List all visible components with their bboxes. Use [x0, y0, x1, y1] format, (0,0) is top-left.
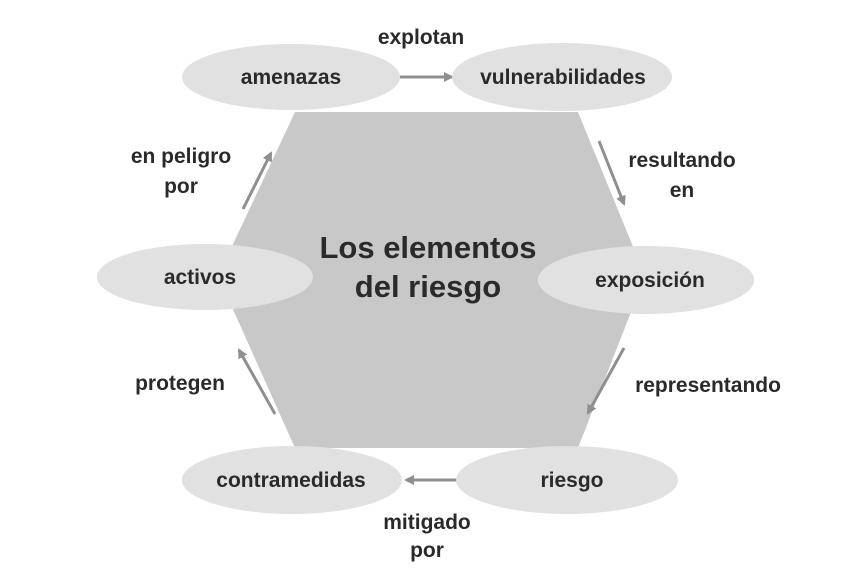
relation-mitigado-por: por — [410, 539, 444, 562]
node-contramedidas — [182, 446, 402, 514]
relation-en-peligro-por: por — [164, 175, 198, 198]
relation-en-peligro: en peligro — [130, 145, 232, 168]
diagram-title-line-1: Los elementos — [319, 230, 537, 265]
relation-representando: representando — [635, 374, 781, 397]
node-amenazas-label: amenazas — [240, 66, 342, 89]
node-activos-label: activos — [163, 266, 237, 289]
node-riesgo — [456, 446, 678, 514]
relation-explotan: explotan — [377, 26, 465, 49]
relation-protegen: protegen — [135, 372, 225, 395]
relation-mitigado: mitigado — [383, 511, 471, 534]
relation-resultando: resultando — [628, 149, 736, 172]
node-amenazas — [182, 44, 400, 110]
node-exposicion-label: exposición — [595, 269, 705, 292]
diagram-title-line-2: del riesgo — [354, 269, 502, 304]
relation-resultando-en: en — [669, 179, 695, 202]
node-contramedidas-label: contramedidas — [216, 469, 366, 492]
node-activos — [97, 244, 313, 310]
node-exposicion — [538, 246, 754, 314]
node-vulnerabilidades-label: vulnerabilidades — [480, 66, 646, 89]
node-vulnerabilidades — [452, 43, 672, 111]
node-riesgo-label: riesgo — [540, 469, 604, 492]
